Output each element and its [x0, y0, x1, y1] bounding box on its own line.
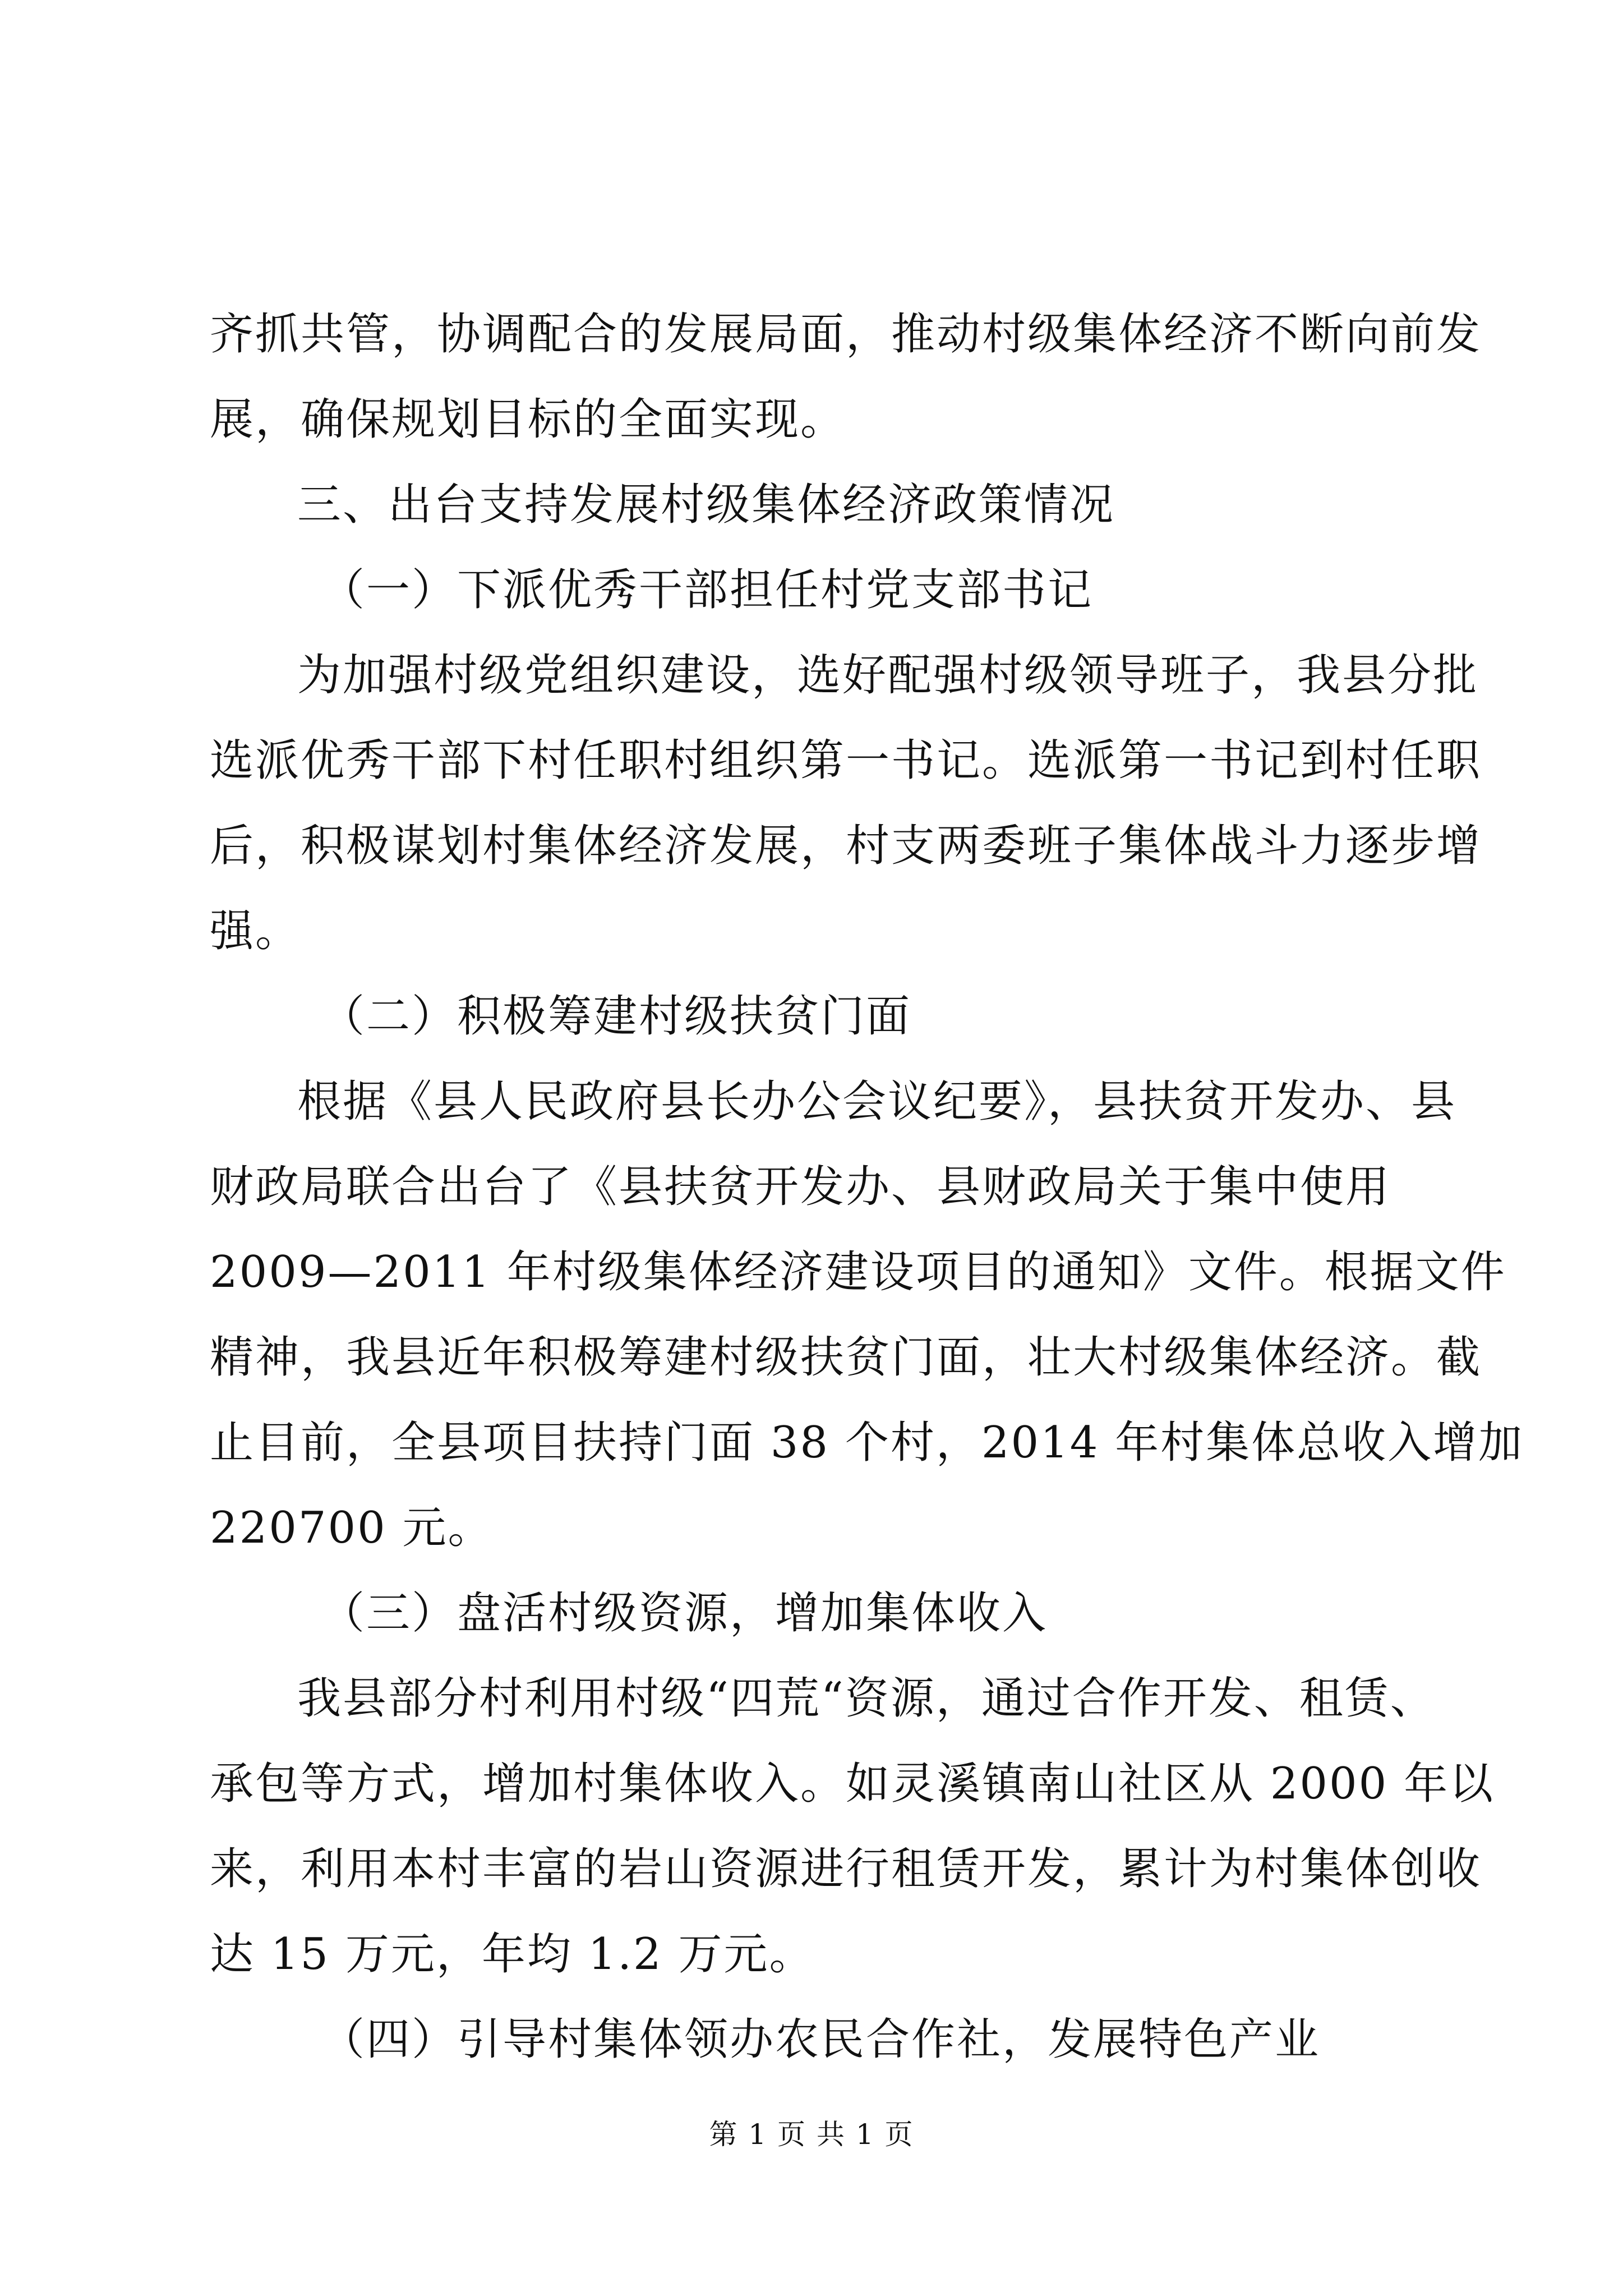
- text-line: 2009—2011 年村级集体经济建设项目的通知》文件。根据文件: [210, 1247, 1506, 1297]
- text-line: 财政局联合出台了《县扶贫开发办、县财政局关于集中使用: [210, 1162, 1391, 1212]
- subsection-heading: （三）盘活村级资源，增加集体收入: [321, 1588, 1048, 1639]
- text-line: 止目前，全县项目扶持门面 38 个村，2014 年村集体总收入增加: [210, 1418, 1524, 1468]
- subsection-heading: （一）下派优秀干部担任村党支部书记: [321, 565, 1094, 615]
- text-line: 选派优秀干部下村任职村组织第一书记。选派第一书记到村任职: [210, 735, 1482, 786]
- paragraph-start: 我县部分村利用村级“四荒“资源，通过合作开发、租赁、: [297, 1673, 1436, 1724]
- text-line: 齐抓共管，协调配合的发展局面，推动村级集体经济不断向前发: [210, 309, 1482, 360]
- text-line: 达 15 万元，年均 1.2 万元。: [210, 1929, 815, 1980]
- text-line: 强。: [210, 906, 301, 956]
- section-heading: 三、出台支持发展村级集体经济政策情况: [297, 480, 1115, 530]
- page-footer: 第 1 页 共 1 页: [709, 2118, 914, 2151]
- paragraph-start: 根据《县人民政府县长办公会议纪要》，县扶贫开发办、县: [297, 1076, 1457, 1127]
- subsection-heading: （四）引导村集体领办农民合作社，发展特色产业: [321, 2014, 1321, 2065]
- text-line: 精神，我县近年积极筹建村级扶贫门面，壮大村级集体经济。截: [210, 1332, 1482, 1383]
- subsection-heading: （二）积极筹建村级扶贫门面: [321, 991, 912, 1042]
- text-line: 承包等方式，增加村集体收入。如灵溪镇南山社区从 2000 年以: [210, 1759, 1495, 1809]
- text-line: 展，确保规划目标的全面实现。: [210, 394, 846, 445]
- text-line: 后，积极谋划村集体经济发展，村支两委班子集体战斗力逐步增: [210, 821, 1482, 871]
- document-body: [210, 292, 1524, 2082]
- text-line: 220700 元。: [210, 1503, 494, 1553]
- text-line: 来，利用本村丰富的岩山资源进行租赁开发，累计为村集体创收: [210, 1844, 1482, 1894]
- paragraph-start: 为加强村级党组织建设，选好配强村级领导班子，我县分批: [297, 650, 1479, 701]
